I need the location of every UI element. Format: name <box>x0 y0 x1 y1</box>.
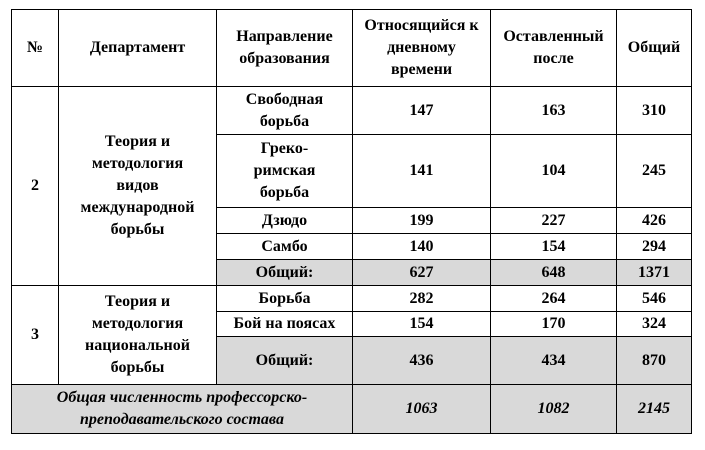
header-num: № <box>12 10 59 87</box>
grand-total-total: 2145 <box>617 385 692 434</box>
table-container <box>11 9 692 434</box>
subtotal-total: 1371 <box>617 260 692 286</box>
daytime-cell: 282 <box>353 286 491 312</box>
direction-cell: Бой на поясах <box>217 312 353 337</box>
header-direction: Направление образования <box>217 10 353 87</box>
daytime-cell: 199 <box>353 208 491 234</box>
header-daytime: Относящийся к дневному времени <box>353 10 491 87</box>
total-cell: 294 <box>617 234 692 260</box>
group-department: Теория и методология национальной борьбы <box>59 286 217 385</box>
remaining-cell: 264 <box>491 286 617 312</box>
header-row <box>12 10 692 87</box>
grand-total-label: Общая численность профессорско-преподавательского состава <box>12 385 353 434</box>
direction-cell: Дзюдо <box>217 208 353 234</box>
header-remaining: Оставленный после <box>491 10 617 87</box>
remaining-cell: 170 <box>491 312 617 337</box>
daytime-cell: 140 <box>353 234 491 260</box>
total-cell: 310 <box>617 87 692 135</box>
remaining-cell: 227 <box>491 208 617 234</box>
grand-total-remaining: 1082 <box>491 385 617 434</box>
subtotal-total: 870 <box>617 337 692 385</box>
header-total: Общий <box>617 10 692 87</box>
total-cell: 546 <box>617 286 692 312</box>
remaining-cell: 104 <box>491 135 617 208</box>
total-cell: 245 <box>617 135 692 208</box>
daytime-cell: 141 <box>353 135 491 208</box>
subtotal-daytime: 436 <box>353 337 491 385</box>
subtotal-daytime: 627 <box>353 260 491 286</box>
header-department: Департамент <box>59 10 217 87</box>
daytime-cell: 147 <box>353 87 491 135</box>
subtotal-label: Общий: <box>217 260 353 286</box>
total-cell: 426 <box>617 208 692 234</box>
group-number: 2 <box>12 87 59 286</box>
direction-cell: Свободная борьба <box>217 87 353 135</box>
direction-cell: Греко-римская борьба <box>217 135 353 208</box>
subtotal-remaining: 434 <box>491 337 617 385</box>
daytime-cell: 154 <box>353 312 491 337</box>
remaining-cell: 154 <box>491 234 617 260</box>
direction-cell: Самбо <box>217 234 353 260</box>
total-cell: 324 <box>617 312 692 337</box>
group-department: Теория и методология видов международной борьбы <box>59 87 217 286</box>
staff-table <box>11 9 692 434</box>
table-row <box>12 286 692 312</box>
remaining-cell: 163 <box>491 87 617 135</box>
subtotal-remaining: 648 <box>491 260 617 286</box>
table-row <box>12 87 692 135</box>
direction-cell: Борьба <box>217 286 353 312</box>
group-number: 3 <box>12 286 59 385</box>
subtotal-label: Общий: <box>217 337 353 385</box>
grand-total-daytime: 1063 <box>353 385 491 434</box>
grand-total-row <box>12 385 692 434</box>
